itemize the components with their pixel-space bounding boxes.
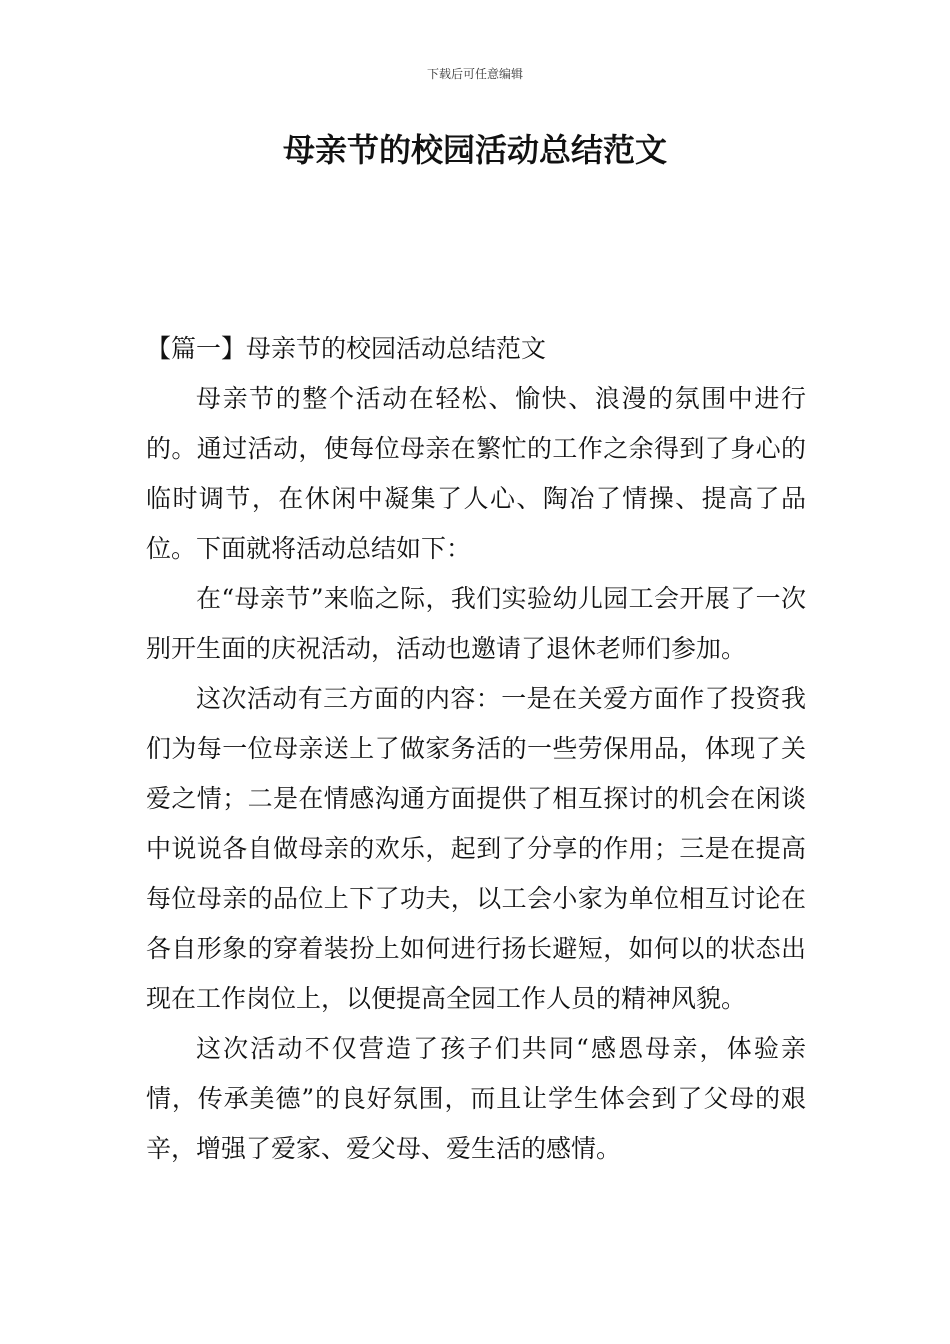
paragraph-intro: 母亲节的整个活动在轻松、愉快、浪漫的氛围中进行的。通过活动，使每位母亲在繁忙的工作之余得到了身心的临时调节，在休闲中凝集了人心、陶冶了情操、提高了品位。下面就将活动总结如下：: [146, 384, 806, 563]
section-heading: 【篇一】母亲节的校园活动总结范文: [146, 334, 547, 363]
paragraph-content: 这次活动有三方面的内容：一是在关爱方面作了投资我们为每一位母亲送上了做家务活的一些劳保用品，体现了关爱之情；二是在情感沟通方面提供了相互探讨的机会在闲谈中说说各自做母亲的欢乐，起到了分享的作用；三是在提高每位母亲的品位上下了功夫，以工会小家为单位相互讨论在各自形象的穿着装扮上如何进行扬长避短，如何以的状态出现在工作岗位上，以便提高全园工作人员的精神风貌。: [146, 684, 806, 1013]
header-note: 下载后可任意编辑: [426, 67, 523, 81]
paragraph-event: 在“母亲节”来临之际，我们实验幼儿园工会开展了一次别开生面的庆祝活动，活动也邀请了退休老师们参加。: [146, 584, 806, 663]
document-body: [146, 324, 806, 1174]
paragraph-conclusion: 这次活动不仅营造了孩子们共同“感恩母亲，体验亲情，传承美德”的良好氛围，而且让学生体会到了父母的艰辛，增强了爱家、爱父母、爱生活的感情。: [146, 1034, 806, 1163]
document-title: 母亲节的校园活动总结范文: [282, 131, 667, 169]
